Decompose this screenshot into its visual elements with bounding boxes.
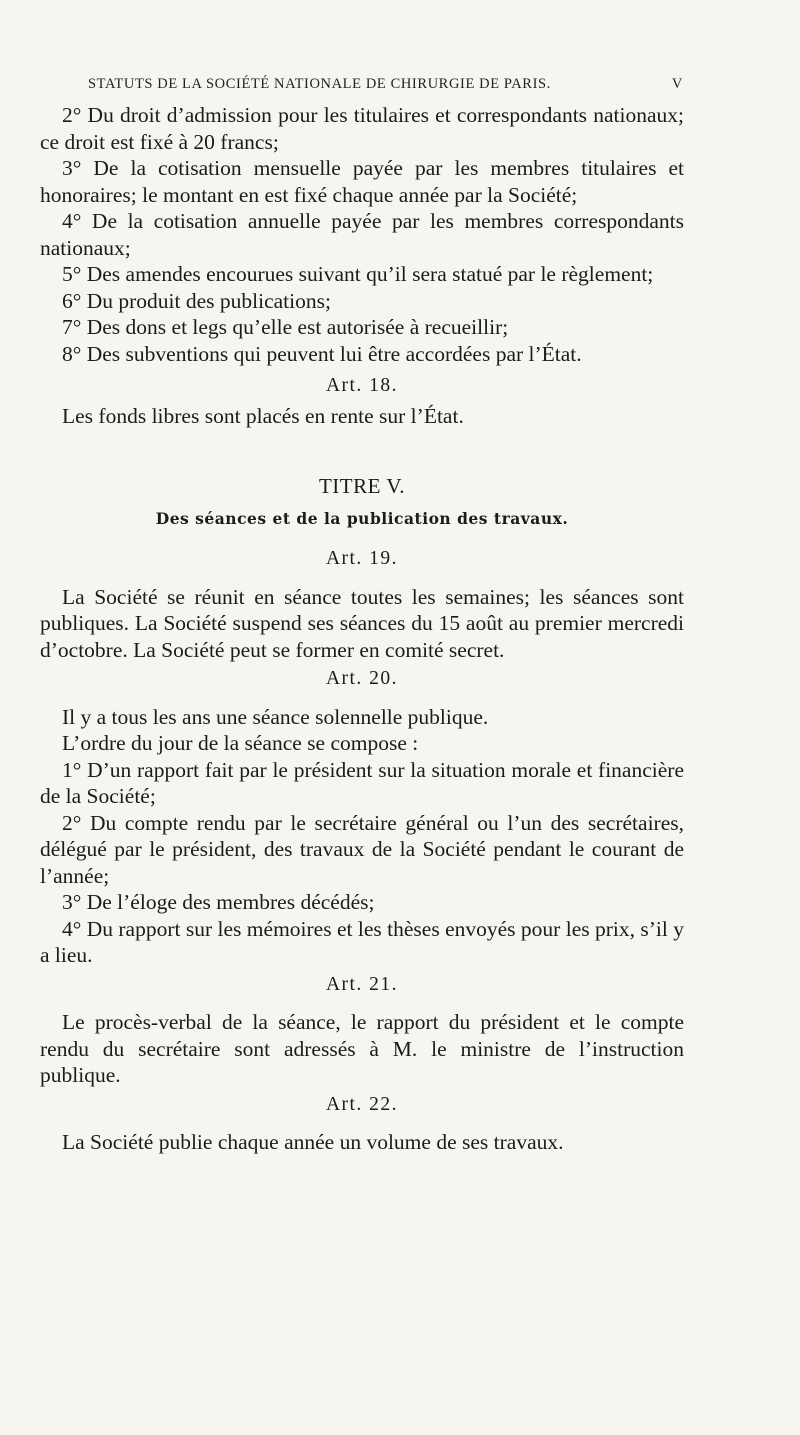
- section-subtitle: Des séances et de la publication des travaux.: [155, 508, 569, 528]
- page-body: [40, 102, 684, 1156]
- section-title: TITRE V.: [318, 474, 406, 498]
- list-item: 4° Du rapport sur les mémoires et les thèses envoyés pour les prix, s’il y a lieu.: [40, 916, 684, 967]
- article-heading-22: Art. 22.: [325, 1093, 399, 1115]
- page-number: V: [671, 76, 683, 92]
- list-item: 1° D’un rapport fait par le président sur la situation morale et financière de la Société;: [40, 757, 684, 808]
- article-text-19: La Société se réunit en séance toutes les semaines; les séances sont publiques. La Société suspend ses séances du 15 août au premier mercredi d’octobre. La Société peut se former en comité secret.: [40, 584, 684, 662]
- article-heading-20: Art. 20.: [325, 668, 399, 689]
- article-heading-19: Art. 19.: [325, 548, 399, 569]
- running-head-title: STATUTS DE LA SOCIÉTÉ NATIONALE DE CHIRURGIE DE PARIS.: [88, 76, 551, 92]
- article-text-20-order: L’ordre du jour de la séance se compose :: [62, 731, 419, 755]
- article-text-18: Les fonds libres sont placés en rente sur l’État.: [62, 403, 464, 428]
- list-item: 6° Du produit des publications;: [62, 288, 331, 313]
- list-item: 2° Du droit d’admission pour les titulaires et correspondants nationaux; ce droit est fixé à 20 francs;: [40, 103, 684, 154]
- running-head: [88, 76, 683, 93]
- list-item: 8° Des subventions qui peuvent lui être accordées par l’État.: [62, 341, 582, 366]
- list-item: 7° Des dons et legs qu’elle est autorisée à recueillir;: [62, 315, 509, 339]
- list-item: 5° Des amendes encourues suivant qu’il sera statué par le règlement;: [62, 262, 654, 286]
- article-heading-21: Art. 21.: [325, 973, 399, 995]
- list-item: 3° De l’éloge des membres décédés;: [62, 890, 375, 914]
- article-text-21: Le procès-verbal de la séance, le rapport du président et le compte rendu du secrétaire sont adressés à M. le ministre de l’instruction publique.: [40, 1010, 684, 1087]
- article-text-22: La Société publie chaque année un volume de ses travaux.: [62, 1130, 564, 1154]
- list-item: 2° Du compte rendu par le secrétaire général ou l’un des secrétaires, délégué par le président, des travaux de la Société pendant le courant de l’année;: [40, 810, 684, 888]
- list-item: 3° De la cotisation mensuelle payée par les membres titulaires et honoraires; le montant en est fixé chaque année par la Société;: [40, 156, 684, 207]
- list-item: 4° De la cotisation annuelle payée par les membres correspondants nationaux;: [40, 209, 684, 260]
- article-heading-18: Art. 18.: [325, 375, 399, 396]
- article-text-20-intro: Il y a tous les ans une séance solennelle publique.: [62, 704, 489, 729]
